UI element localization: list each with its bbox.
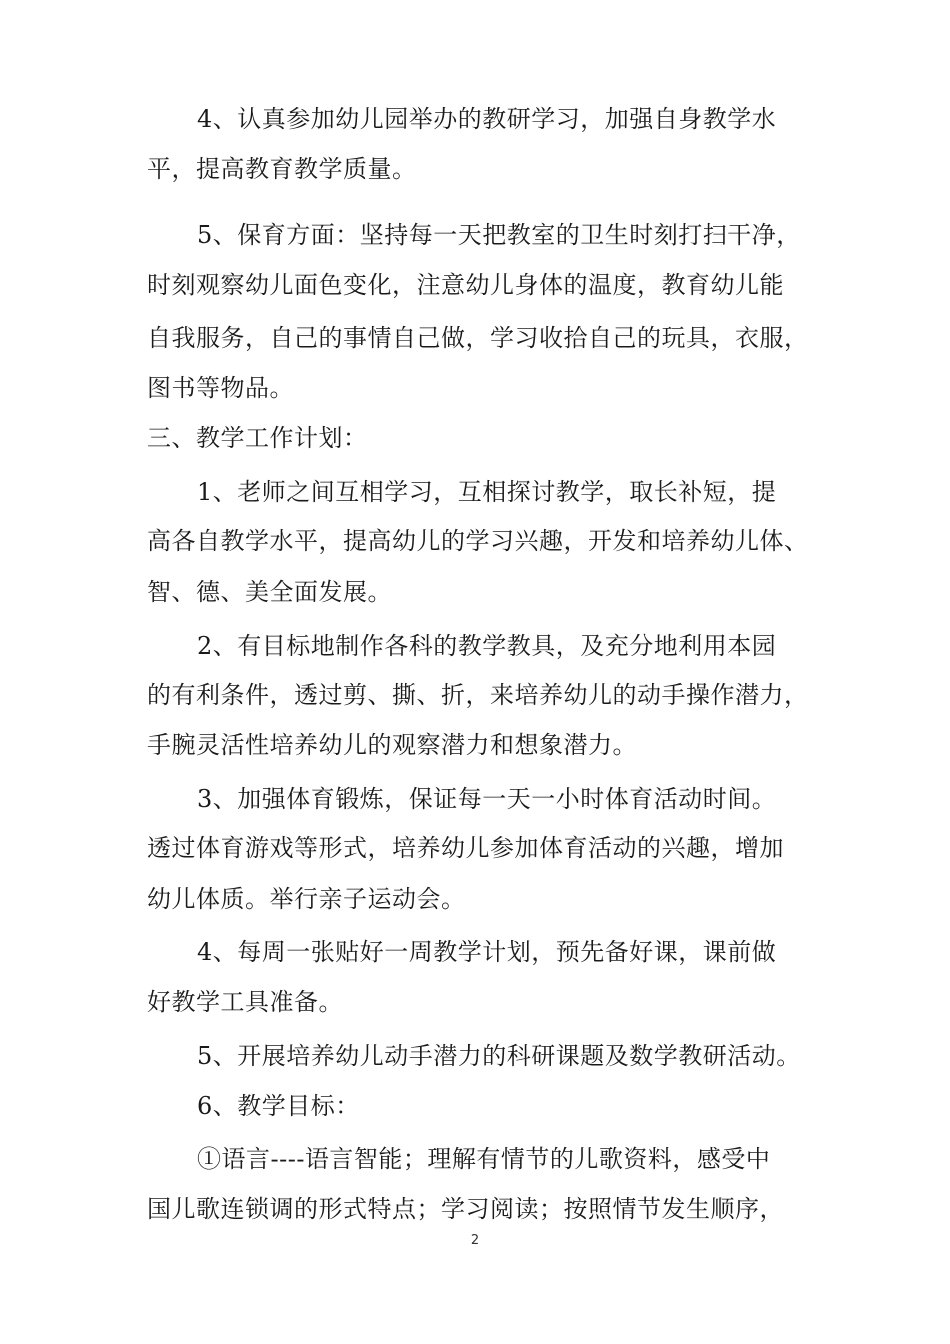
- text-line: 智、德、美全面发展。: [147, 578, 392, 606]
- text-line: 幼儿体质。举行亲子运动会。: [147, 885, 466, 913]
- text-line: 手腕灵活性培养幼儿的观察潜力和想象潜力。: [147, 731, 637, 759]
- text-line: 好教学工具准备。: [147, 988, 343, 1016]
- text-line: ①语言----语言智能；理解有情节的儿歌资料，感受中: [197, 1145, 771, 1173]
- text-line: 6、教学目标：: [197, 1092, 360, 1120]
- text-line: 3、加强体育锻炼，保证每一天一小时体育活动时间。: [197, 785, 777, 813]
- text-line: 4、认真参加幼儿园举办的教研学习，加强自身教学水: [197, 105, 777, 133]
- text-line: 2、有目标地制作各科的教学教具，及充分地利用本园: [197, 632, 777, 660]
- text-line: 高各自教学水平，提高幼儿的学习兴趣，开发和培养幼儿体、: [147, 527, 809, 555]
- text-line: 自我服务，自己的事情自己做，学习收拾自己的玩具，衣服，: [147, 324, 809, 352]
- text-line: 5、保育方面：坚持每一天把教室的卫生时刻打扫干净，: [197, 221, 801, 249]
- text-line: 4、每周一张贴好一周教学计划，预先备好课，课前做: [197, 938, 777, 966]
- text-line: 的有利条件，透过剪、撕、折，来培养幼儿的动手操作潜力，: [147, 681, 809, 709]
- text-line: 国儿歌连锁调的形式特点；学习阅读；按照情节发生顺序，: [147, 1195, 784, 1223]
- text-line: 图书等物品。: [147, 374, 294, 402]
- text-line: 1、老师之间互相学习，互相探讨教学，取长补短，提: [197, 478, 777, 506]
- page-number: 2: [470, 1233, 480, 1248]
- text-line: 5、开展培养幼儿动手潜力的科研课题及数学教研活动。: [197, 1042, 801, 1070]
- text-line: 平，提高教育教学质量。: [147, 155, 417, 183]
- text-line: 透过体育游戏等形式，培养幼儿参加体育活动的兴趣，增加: [147, 834, 784, 862]
- text-line: 时刻观察幼儿面色变化，注意幼儿身体的温度，教育幼儿能: [147, 271, 784, 299]
- section-heading: 三、教学工作计划：: [147, 424, 368, 452]
